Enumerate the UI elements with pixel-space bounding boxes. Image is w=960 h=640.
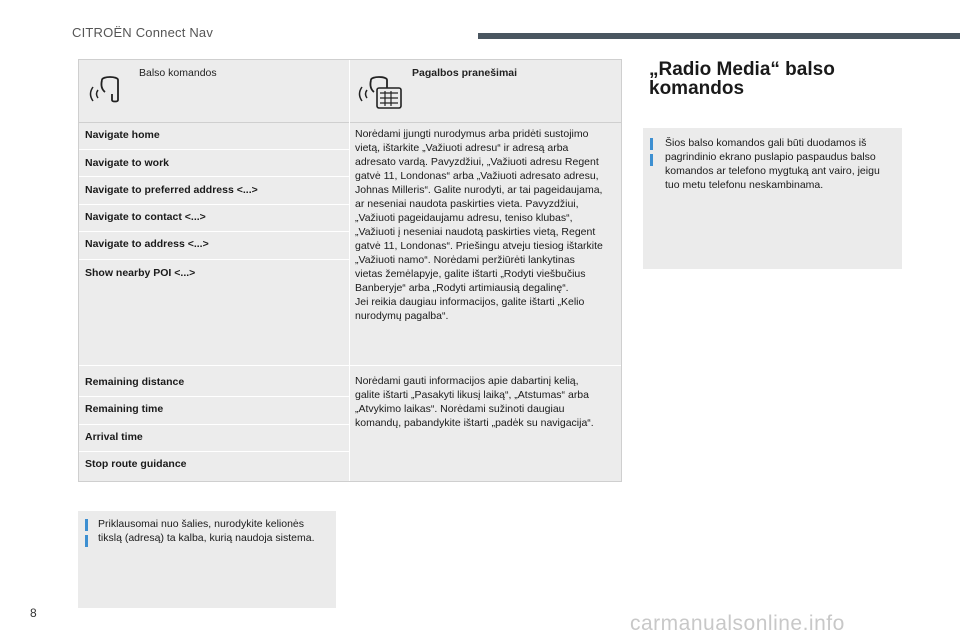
command-show-poi: Show nearby POI <...> [85,267,196,279]
row-separator [79,149,349,150]
note-line: tuo metu telefonu neskambinama. [665,179,824,191]
help-line: galite ištarti „Pasakyti likusį laiką“, „Atstumas“ arba [355,389,589,401]
voice-command-table [78,59,622,482]
command-navigate-contact: Navigate to contact <...> [85,211,206,223]
help-line: vietą, ištarkite „Važiuoti adresu“ ir adresą arba [355,142,569,154]
help-line: gatvė 11, Londonas“. Priešingu atveju tiesiog ištarkite [355,240,603,252]
help-line: vietas žemėlapyje, galite ištarti „Rodyti viešbučius [355,268,586,280]
column-divider [349,122,350,481]
command-navigate-address: Navigate to address <...> [85,238,209,250]
help-line: „Važiuoti namo“. Norėdami peržiūrėti lankytinas [355,254,575,266]
info-accent-bar [85,519,88,531]
section-title-line: „Radio Media“ balso [649,59,835,80]
help-line: Johnas Milleris“. Galite nurodyti, ar tai pageidaujama, [355,184,603,196]
command-stop-guidance: Stop route guidance [85,458,187,470]
help-line: Banberyje“ arba „Rodyti artimiausią degalinę“. [355,282,569,294]
row-separator [79,451,349,452]
help-line: Norėdami gauti informacijos apie dabartinį kelią, [355,375,579,387]
command-navigate-work: Navigate to work [85,157,170,169]
info-accent-bar [85,535,88,547]
help-line: ar neseniai naudota paskirties vieta. Pavyzdžiui, [355,198,579,210]
help-line: „Važiuoti į neseniai naudotą paskirties vietą, Regent [355,226,596,238]
command-remaining-distance: Remaining distance [85,376,185,388]
command-arrival-time: Arrival time [85,431,143,443]
note-text [665,136,880,192]
help-line: „Atvykimo laikas“. Norėdami sužinoti daugiau [355,403,565,415]
row-separator [79,176,349,177]
info-accent-bar [650,154,653,166]
bottom-info-note [78,511,336,608]
command-remaining-time: Remaining time [85,403,164,415]
radio-media-info-note [643,128,902,269]
page-header-title: CITROËN Connect Nav [72,25,214,40]
help-line: „Važiuoti pageidaujamu adresu, teniso klubas“, [355,212,573,224]
help-line: Norėdami įjungti nurodymus arba pridėti sustojimo [355,128,589,140]
page-number: 8 [30,606,37,620]
info-accent-bar [650,138,653,150]
note-line: tikslą (adresą) ta kalba, kurią naudoja sistema. [98,532,315,544]
table-header-help: Pagalbos pranešimai [412,67,518,79]
help-line: adresato vardą. Pavyzdžiui, „Važiuoti adresu Regent [355,156,599,168]
note-line: pagrindinio ekrano puslapio paspaudus balso [665,151,876,163]
help-line: gatvė 11, Londonas“ arba „Važiuoti adresato adresu, [355,170,599,182]
navigation-help-text [355,127,617,323]
table-header [79,60,621,123]
note-text [98,517,315,545]
note-line: komandos ar telefono mygtuką ant vairo, jeigu [665,165,880,177]
row-separator [79,231,349,232]
table-header-commands: Balso komandos [139,67,217,79]
row-separator [79,204,349,205]
section-title [649,60,899,98]
watermark: carmanualsonline.info [630,612,845,635]
command-navigate-home: Navigate home [85,129,160,141]
help-line: Jei reikia daugiau informacijos, galite ištarti „Kelio [355,296,585,308]
voice-command-icon [88,72,124,113]
help-line: nurodymų pagalba“. [355,310,449,322]
note-line: Priklausomai nuo šalies, nurodykite kelionės [98,518,305,530]
help-line: komandų, pabandykite ištarti „padėk su navigacija“. [355,417,594,429]
header-bar [478,33,960,39]
section-title-line: komandos [649,78,745,99]
route-help-text [355,374,617,430]
row-separator [79,396,349,397]
command-navigate-preferred: Navigate to preferred address <...> [85,184,258,196]
row-separator [79,424,349,425]
group-separator [79,365,621,366]
voice-help-icon [357,72,403,115]
note-line: Šios balso komandos gali būti duodamos iš [665,137,867,149]
row-separator [79,259,349,260]
